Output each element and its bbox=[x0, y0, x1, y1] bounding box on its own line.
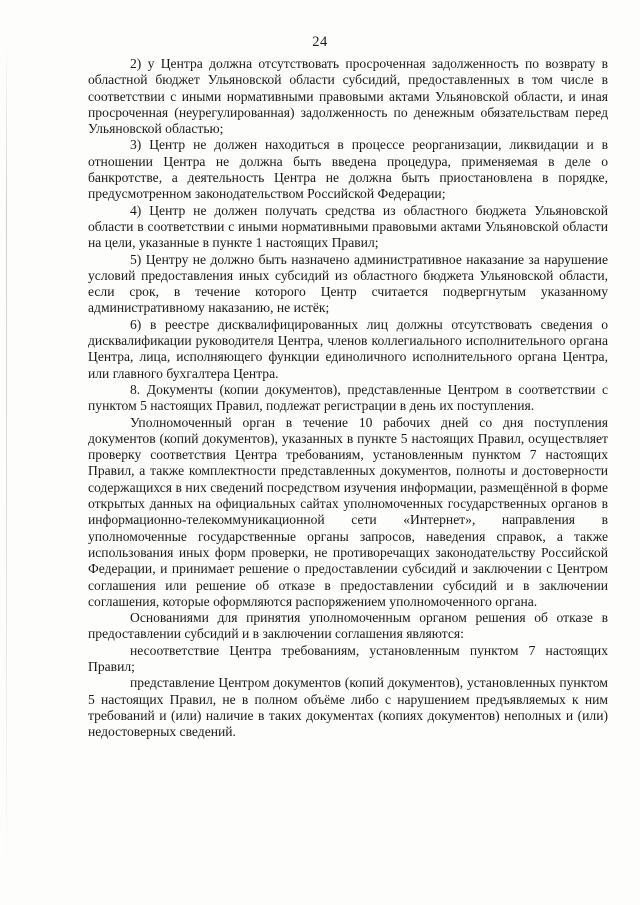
paragraph-requirement-3: 3) Центр не должен находиться в процессе реорганизации, ликвидации и в отношении Центра не должна быть введена процедура, применяемая в деле о банкротстве, а деятельность Центра не должна быть приостановлена в порядке, предусмотренном законодательством Российской Федерации; bbox=[88, 137, 608, 202]
paragraph-requirement-5: 5) Центру не должно быть назначено административное наказание за нарушение условий предоставления иных субсидий из областного бюджета Ульяновской области, если срок, в течение которого Центр считается подвергнутым указанному административному наказанию, не истёк; bbox=[88, 251, 608, 316]
paragraph-section-8: 8. Документы (копии документов), представленные Центром в соответствии с пунктом 5 настоящих Правил, подлежат регистрации в день их поступления. bbox=[88, 381, 608, 414]
paragraph-review-procedure: Уполномоченный орган в течение 10 рабочих дней со дня поступления документов (копий документов), указанных в пункте 5 настоящих Правил, осуществляет проверку соответствия Центра требованиям, установленным пунктом 7 настоящих Правил, а также комплектности представленных документов, полноты и достоверности содержащихся в них сведений посредством изучения информации, размещённой в форме открытых данных на официальных сайтах уполномоченных государственных органов в информационно-телекоммуникационной сети «Интернет», направления в уполномоченные государственные органы запросов, наведения справок, а также использования иных форм проверки, не противоречащих законодательству Российской Федерации, и принимает решение о предоставлении субсидий и заключении с Центром соглашения или решение об отказе в предоставлении субсидий и в заключении соглашения, которые оформляются распоряжением уполномоченного органа. bbox=[88, 414, 608, 609]
paragraph-requirement-2: 2) у Центра должна отсутствовать просроченная задолженность по возврату в областной бюджет Ульяновской области субсидий, предоставленных в том числе в соответствии с иными нормативными правовыми актами Ульяновской области, и иная просроченная (неурегулированная) задолженность по денежным обязательствам перед Ульяновской областью; bbox=[88, 56, 608, 137]
paragraph-requirement-6: 6) в реестре дисквалифицированных лиц должны отсутствовать сведения о дисквалификации руководителя Центра, членов коллегиального исполнительного органа Центра, лица, исполняющего функции единоличного исполнительного органа Центра, или главного бухгалтера Центра. bbox=[88, 316, 608, 381]
paragraph-refusal-grounds: Основаниями для принятия уполномоченным органом решения об отказе в предоставлении субсидий и в заключении соглашения являются: bbox=[88, 610, 608, 642]
paragraph-requirement-4: 4) Центр не должен получать средства из областного бюджета Ульяновской области в соответствии с иными нормативными правовыми актами Ульяновской области на цели, указанные в пункте 1 настоящих Правил; bbox=[88, 202, 608, 251]
document-body bbox=[88, 56, 608, 740]
paragraph-ground-noncompliance: несоответствие Центра требованиям, установленным пунктом 7 настоящих Правил; bbox=[88, 642, 608, 674]
page-number: 24 bbox=[312, 34, 328, 50]
scan-edge-shadow bbox=[6, 40, 7, 880]
paragraph-ground-documents: представление Центром документов (копий документов), установленных пунктом 5 настоящих Правил, не в полном объёме либо с нарушением предъявляемых к ним требований и (или) наличие в таких документах (копиях документов) неполных и (или) недостоверных сведений. bbox=[88, 675, 608, 740]
